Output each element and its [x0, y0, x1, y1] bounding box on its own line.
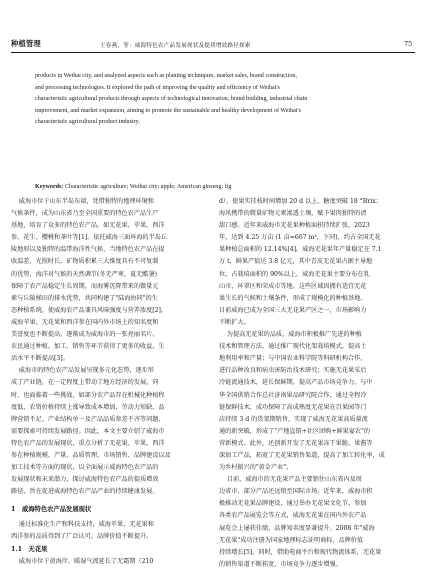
body-line: 海风携带的微量矿物元素渗透土壤，赋予果肉独特的清	[219, 210, 367, 218]
body-line: 通的新突破，形成了"产地直销+社区团购+鲜果宴农"的	[219, 427, 371, 435]
body-line: 为提高无花果的品质，威海市积极推广先进的种植	[219, 331, 362, 339]
body-line: 华全国供销合作总社济南果品研究院合作，通过全程冷	[219, 391, 367, 399]
left-column	[11, 196, 191, 568]
abstract-line: improvement, and market expansion, aiming to promote the sustainable and healthy development of Weihai's	[35, 107, 302, 114]
body-line: 参、花生、樱桃和茶叶等[1]。依托威海三面环海的半岛丘	[11, 234, 168, 242]
body-line: 气候条件，成为山东省乃至全国重要的特色农产品生产	[11, 210, 159, 218]
body-line: 店持续 3 d 的货架期销售，实现了威海无花果高质量流	[219, 415, 368, 423]
body-line: 牌营销不足、产业结构单一及产品品质参差不齐等问题，	[11, 415, 165, 423]
body-line: 极推动无花果品牌建设，通过举办无花果文化节、参加	[219, 500, 367, 508]
journal-name: 种植管理	[11, 39, 41, 48]
keywords-text: Characteristic agriculture; Weihai city; apple; American ginseng; fig	[63, 184, 232, 190]
subsection-heading: 1.1 无花果	[11, 545, 48, 553]
section-heading: 1 威海特色农产品发展现状	[11, 506, 92, 514]
page-number: 75	[404, 40, 413, 48]
body-line: 活水平不断提高[3]。	[11, 355, 69, 363]
abstract-line: products in Weihai city, and analyzed aspects such as planting techniques, market sales, brand construction,	[35, 73, 297, 79]
body-line: 收温差、光照时长、矿物质积累三大维度具有不可复制	[11, 258, 159, 266]
body-line: d），使果实挂枝时间增加 20 d 以上，糖度突破 18 °Brix；	[219, 198, 382, 205]
body-line: 果生长的气候和土壤条件，形成了规模化的种植基地。	[219, 294, 367, 302]
keywords-label: Keywords:	[35, 184, 64, 190]
body-line: 展览会上屡获佳绩，品牌知名度显著提升。2008 年"威海	[219, 524, 375, 532]
body-line: 甜口感。近年来威海市无花果种植面积持续扩张，2023	[219, 222, 370, 230]
body-line: 度低、农资价格持续上涨导致成本增加、劳动力短缺、品	[11, 403, 165, 411]
body-line: 地利用率和产量；与中国农业科学院等科研机构合作，	[219, 355, 367, 363]
english-abstract	[35, 71, 395, 129]
body-line: 时，也面临着一些挑战，如部分农产品存在机械化种植程	[11, 391, 165, 399]
body-line: 威海市位于山东半岛东端，凭借独特的地理环境和	[11, 198, 154, 205]
body-line: 基地，培育了众多的特色农产品，如无花果、苹果、西洋	[11, 222, 165, 230]
body-line: 威海苹果、无花果和西洋参在国内外市场上的知名度和	[11, 318, 159, 326]
article-running-title: 王春燕，等：威海特色农产品发展现状及提质增效路径探索	[100, 43, 251, 49]
body-line: 态种植系统，使威海农产品兼具风味强度与营养浓度[2]。	[11, 306, 168, 314]
body-line: 边省市，部分产品还远销至国际市场。近年来，威海市积	[219, 488, 373, 496]
abstract-line: and processing technologies. It explored the path of improving the quality and efficiency of Weihai's	[35, 84, 280, 91]
body-line: 目前威海已成为全国三大无花果产区之一，市场影响力	[219, 306, 367, 314]
body-line: 保障了农产品稳定生长周期，而海雾沉降带来的微量元	[11, 282, 159, 290]
body-line: 威海市的特色农产品发展呈现多元化态势，逐步形	[11, 367, 154, 375]
body-line: 需要探索可持续发展路径。因此，本文主要介绍了威海市	[11, 427, 165, 435]
body-line: 成了产业链，在一定程度上带动了地方经济的发展。同	[11, 379, 159, 387]
body-line: 素与丘陵梯田的排水优势，共同构建了"陆海协同"的生	[11, 294, 158, 302]
body-line: 的销售渠道不断拓宽，市场竞争力逐步增强。	[219, 560, 342, 568]
body-line: 陵地形以及独特的温带海洋性气候，当地特色农产品在提	[11, 246, 165, 254]
body-line: 进行品种改良和病虫害防治技术研究；实施无花果采后	[219, 367, 367, 375]
body-line: 营新模式。此外，还创新开发了无花果冻干果脆、果酱等	[219, 439, 373, 447]
body-line: 年，达到 4.25 万亩 (1 亩≈667 m²，下同)，约占全国无花	[219, 234, 381, 242]
body-line: 链保鲜技术，成功保障了高成熟度无花果在百果园等门	[219, 403, 367, 411]
body-line: 发展现状和未来潜力，探讨威海特色农产品的提质增效	[11, 476, 159, 484]
body-line: 深加工产品，拓宽了无花果销售渠道，提高了加工转化率，成	[219, 451, 385, 459]
abstract-line: characteristic agricultural products through aspects of technological innovation, brand building, industrial chain	[35, 96, 308, 103]
body-line: 特色农产品的发展现状，重点分析了无花果、苹果、西洋	[11, 439, 165, 447]
body-line: 西洋参的品质得到了广泛认可，品牌价值不断提升。	[11, 533, 153, 541]
abstract-line: characteristic agricultural product industry.	[35, 119, 140, 126]
body-line: 无花果"成功注册为国家地理标志证明商标，品牌价值	[219, 536, 364, 544]
body-line: 加工技术等方面的现状，以全面展示威海特色农产品的	[11, 464, 159, 472]
header-divider	[11, 52, 415, 53]
body-line: 山市、环翠区和荣成市等地。这些区域因拥有适宜无花	[219, 282, 367, 290]
body-line: 不断扩大。	[219, 318, 250, 326]
body-line: 参在种植规模、产量、品质管理、市场销售、品牌建设以及	[11, 451, 171, 459]
body-line: 各类农产品展览会等方式，威海无花果在国内外农产品	[219, 512, 367, 520]
body-line: 万 t，鲜果产值达 3.8 亿元，其中青皮无花果占据主导地	[219, 258, 373, 266]
body-line: 的优势，海洋对气候的天然调节(冬无严寒、夏无酷暑)	[11, 270, 158, 278]
body-line: 目前，威海市的无花果产品主要销往山东省内及周	[219, 476, 362, 484]
body-line: 农民通过种植、加工、销售等环节获得了更多的收益，生	[11, 343, 165, 351]
body-line: 通过标准化生产和科技支持，威海苹果、无花果和	[11, 521, 154, 529]
body-line: 持续增长[5]。同时，借助电商平台和现代物流体系，无花果	[219, 548, 382, 556]
body-line: 技术和管理方法。通过推广现代化架栽培模式，提高土	[219, 343, 367, 351]
right-column	[219, 196, 409, 571]
body-line: 果种植总面积的 12.14%[4]。威海无花果年产量稳定在 7.1	[219, 246, 382, 254]
body-line: 路径，旨在促进威海特色农产品产业的持续健康发展。	[11, 488, 159, 496]
body-line: 位，占栽培面积的 90%以上。威海无花果主要分布在乳	[219, 270, 370, 278]
body-line: 威海市位于黄海岸，暖湿气流延长了无霜期（210	[11, 557, 154, 565]
body-line: 冷链流通技术，延长保鲜期，提高产品市场竞争力。与中	[219, 379, 373, 387]
body-line: 为乡村振兴的"黄金产业"。	[219, 464, 293, 472]
body-line: 美誉度也不断提高，逐渐成为威海市的一张亮丽名片。	[11, 331, 159, 339]
keywords	[35, 184, 231, 190]
